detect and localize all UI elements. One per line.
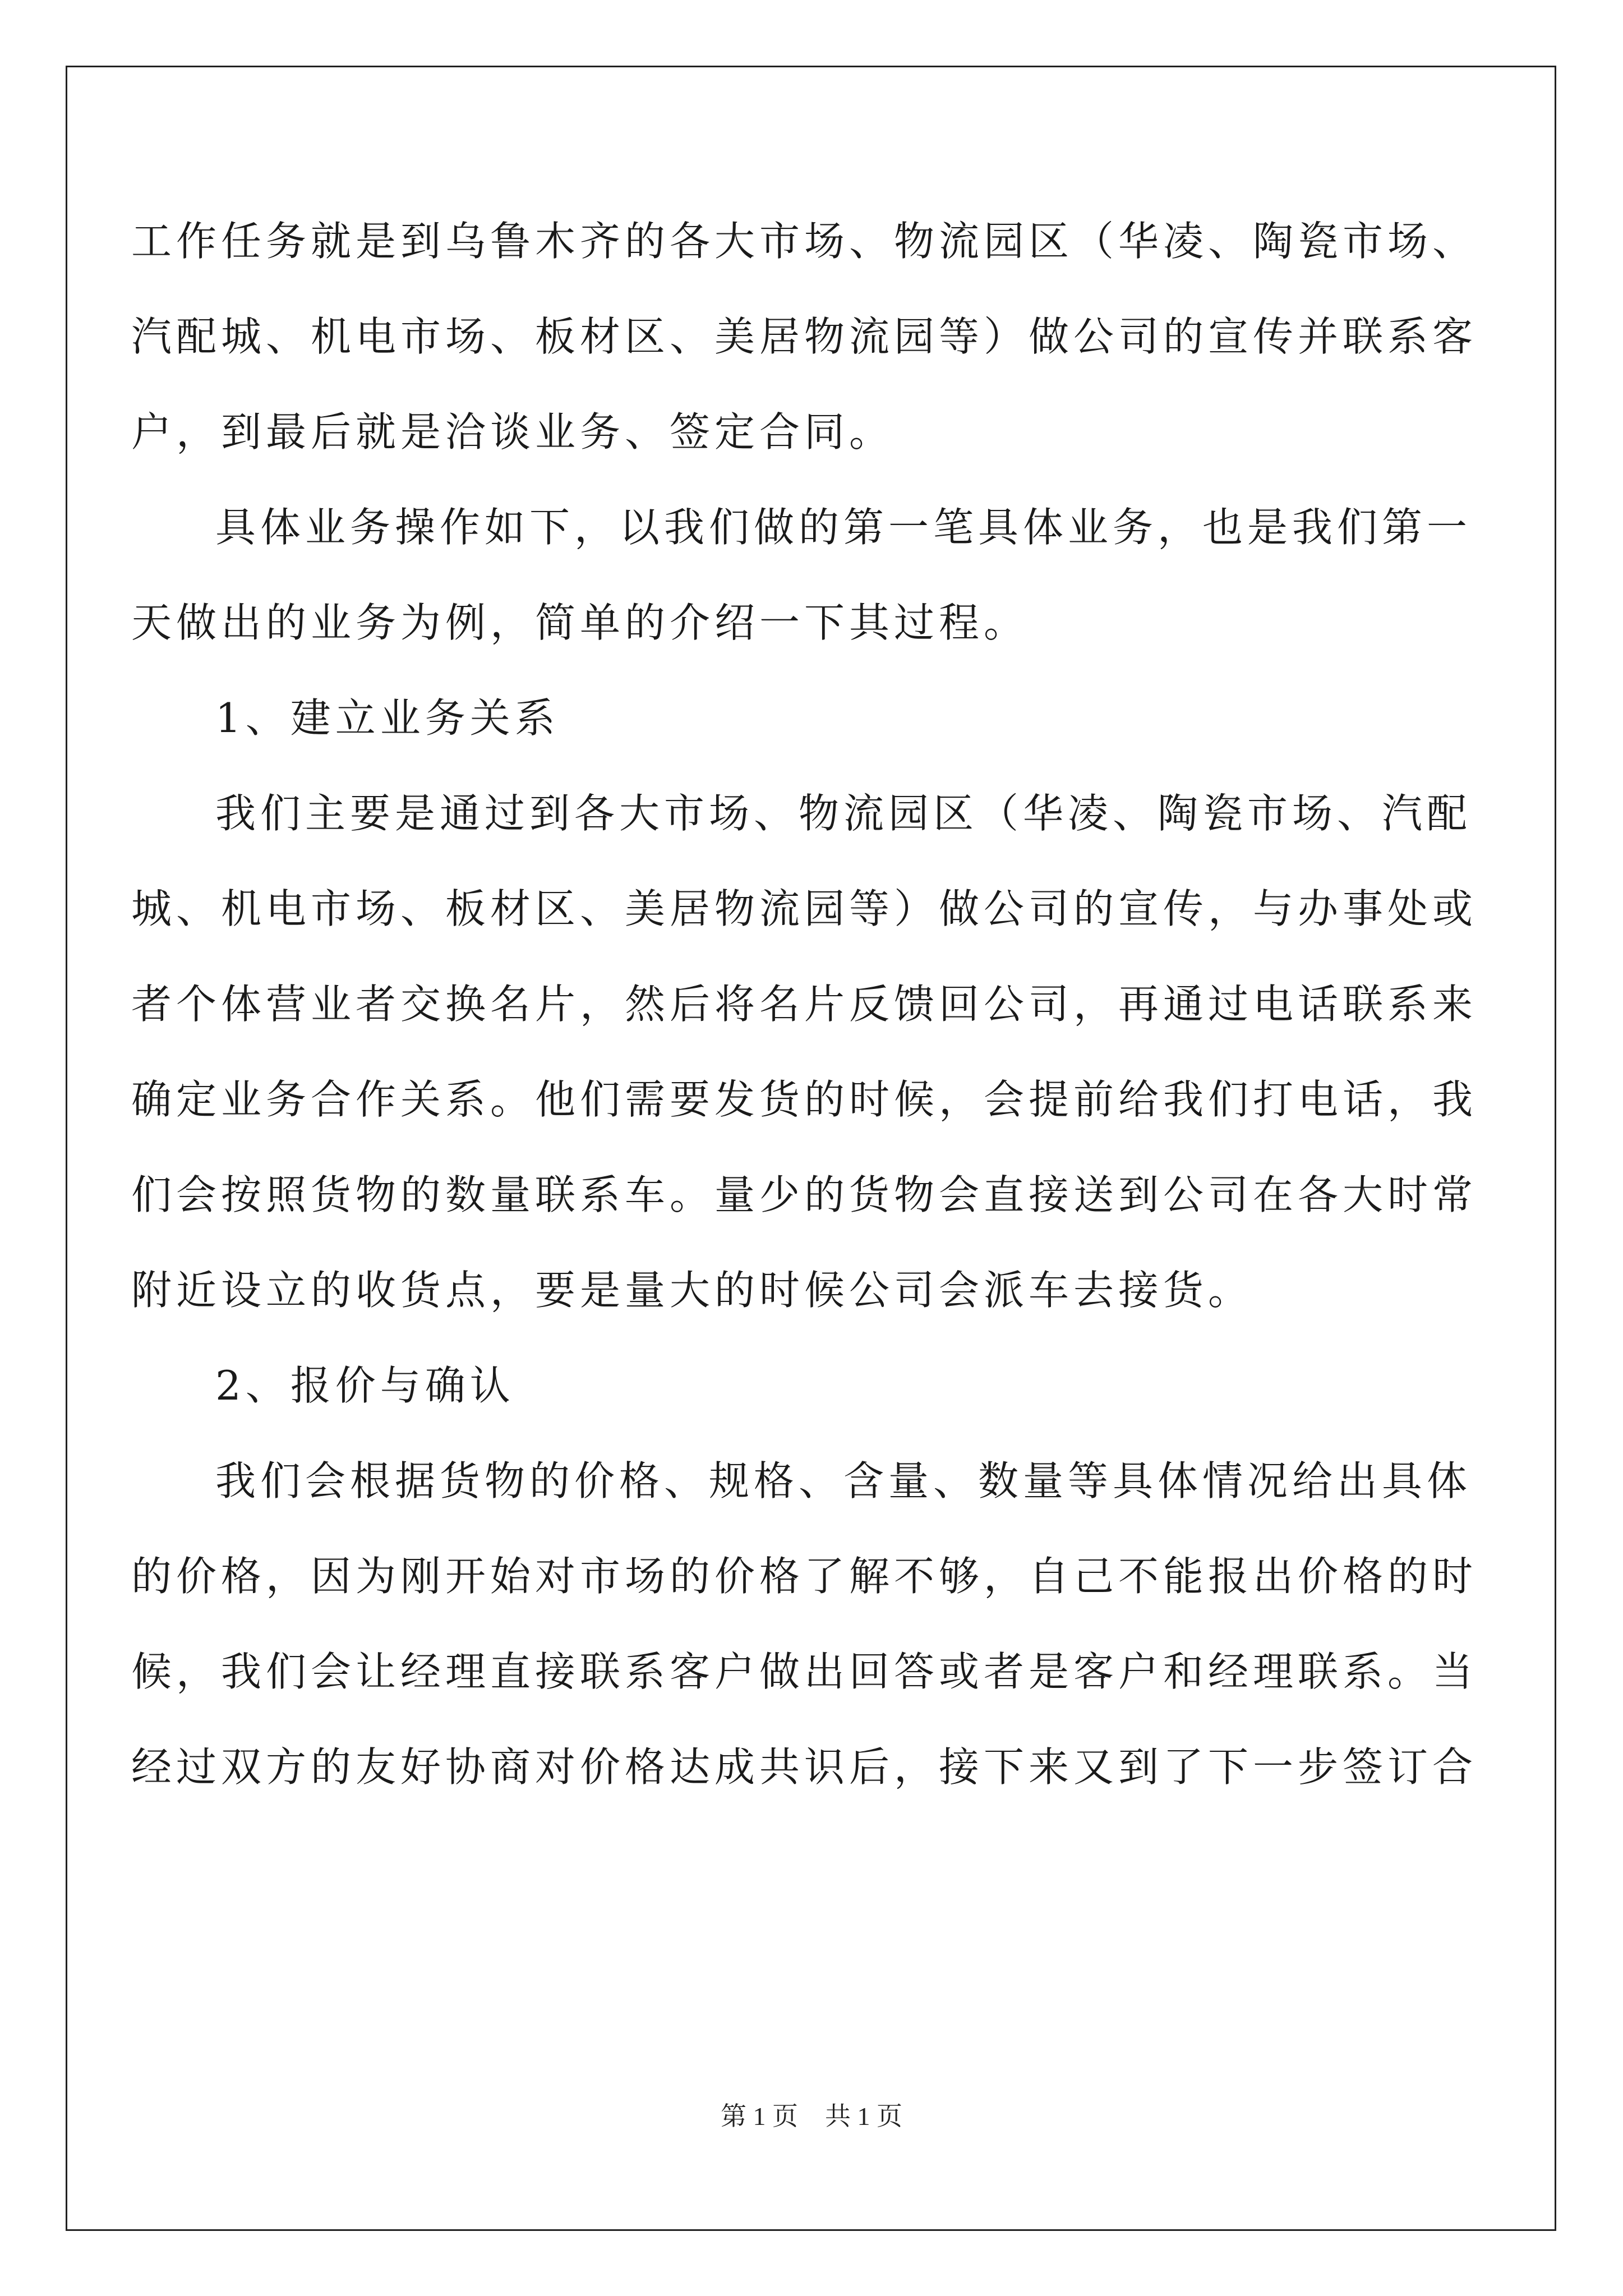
text-line: 的价格，因为刚开始对市场的价格了解不够，自己不能报出价格的时: [131, 1553, 1478, 1600]
text-line: 经过双方的友好协商对价格达成共识后，接下来又到了下一步签订合: [131, 1743, 1478, 1791]
text-line: 城、机电市场、板材区、美居物流园等）做公司的宣传，与办事处或: [131, 885, 1478, 932]
text-line: 附近设立的收货点，要是量大的时候公司会派车去接货。: [131, 1267, 1253, 1314]
text-line: 汽配城、机电市场、板材区、美居物流园等）做公司的宣传并联系客: [131, 313, 1478, 360]
text-line: 户，到最后就是洽谈业务、签定合同。: [131, 408, 895, 455]
paragraph-first-line: 我们会根据货物的价格、规格、含量、数量等具体情况给出具体: [215, 1457, 1472, 1504]
paragraph-first-line: 具体业务操作如下，以我们做的第一笔具体业务，也是我们第一: [215, 504, 1472, 551]
page-total: 共 1 页: [825, 2102, 902, 2131]
section-heading-2: 2、报价与确认: [215, 1362, 515, 1409]
text-line: 工作任务就是到乌鲁木齐的各大市场、物流园区（华凌、陶瓷市场、: [131, 218, 1478, 265]
text-line: 们会按照货物的数量联系车。量少的货物会直接送到公司在各大时常: [131, 1171, 1478, 1218]
text-line: 候，我们会让经理直接联系客户做出回答或者是客户和经理联系。当: [131, 1648, 1478, 1695]
text-line: 天做出的业务为例，简单的介绍一下其过程。: [131, 599, 1029, 646]
page-number: 第 1 页: [721, 2102, 798, 2131]
page-footer: [0, 2104, 1623, 2129]
text-line: 确定业务合作关系。他们需要发货的时候，会提前给我们打电话，我: [131, 1076, 1478, 1123]
text-line: 者个体营业者交换名片，然后将名片反馈回公司，再通过电话联系来: [131, 981, 1478, 1028]
paragraph-first-line: 我们主要是通过到各大市场、物流园区（华凌、陶瓷市场、汽配: [215, 790, 1472, 837]
section-heading-1: 1、建立业务关系: [215, 694, 560, 742]
page-border: [66, 66, 1556, 2231]
